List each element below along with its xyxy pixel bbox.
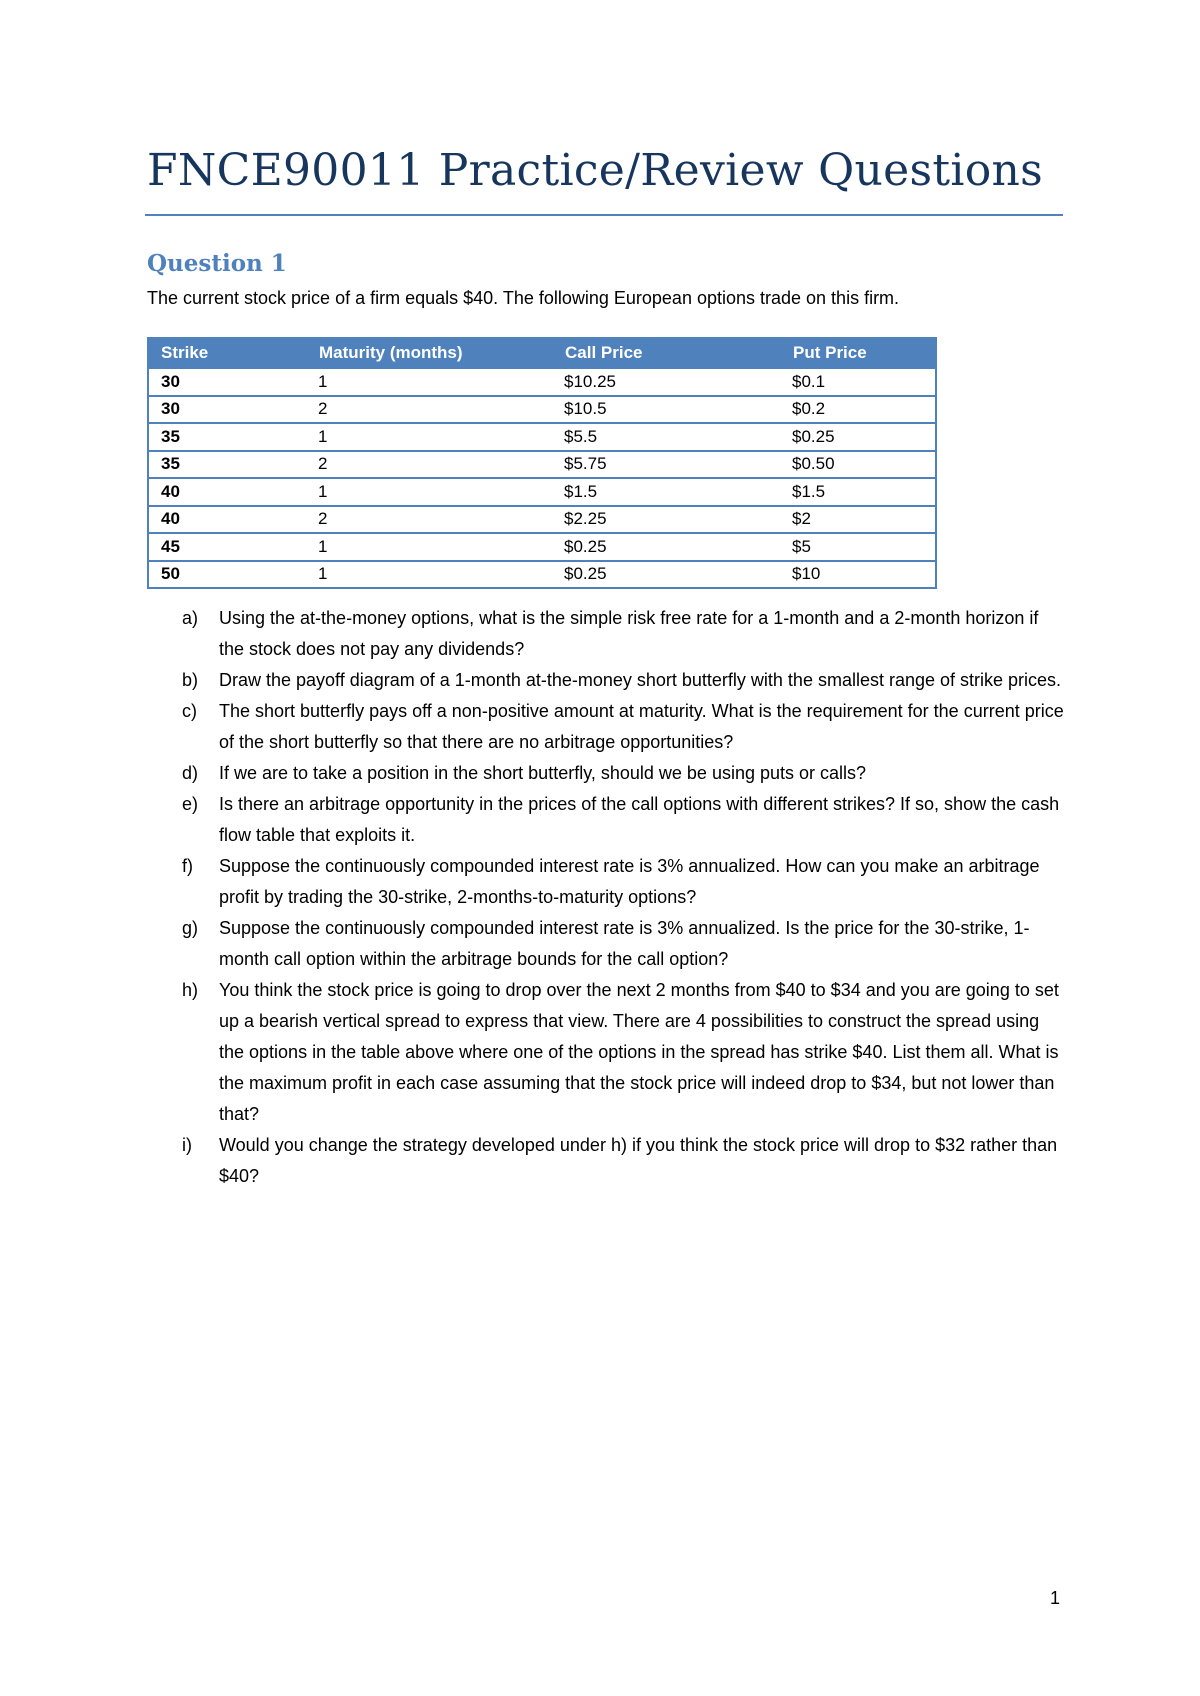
cell-put-price: $0.1 xyxy=(780,368,936,396)
cell-maturity: 1 xyxy=(306,478,552,506)
list-item xyxy=(147,1130,1067,1192)
page-number: 1 xyxy=(1050,1588,1061,1608)
list-item xyxy=(147,913,1067,975)
document-title: FNCE90011 Practice/Review Questions xyxy=(147,145,1044,196)
item-letter: b) xyxy=(182,670,199,690)
cell-maturity: 2 xyxy=(306,451,552,479)
table-row xyxy=(148,478,936,506)
cell-put-price: $10 xyxy=(780,561,936,589)
question-heading: Question 1 xyxy=(147,250,287,277)
cell-call-price: $0.25 xyxy=(552,561,780,589)
column-header-strike: Strike xyxy=(148,338,306,368)
item-letter: f) xyxy=(182,856,193,876)
cell-strike: 50 xyxy=(148,561,306,589)
list-item xyxy=(147,758,1067,789)
table-row xyxy=(148,423,936,451)
cell-strike: 35 xyxy=(148,423,306,451)
cell-strike: 30 xyxy=(148,396,306,424)
cell-maturity: 2 xyxy=(306,396,552,424)
cell-put-price: $5 xyxy=(780,533,936,561)
item-letter: d) xyxy=(182,763,199,783)
list-item xyxy=(147,851,1067,913)
table-row xyxy=(148,533,936,561)
item-text: Suppose the continuously compounded interest rate is 3% annualized. How can you make an arbitrage profit by trading the 30-strike, 2-months-to-maturity options? xyxy=(219,856,1040,907)
list-item xyxy=(147,975,1067,1130)
options-table-header-row xyxy=(148,338,936,368)
item-text: If we are to take a position in the short butterfly, should we be using puts or calls? xyxy=(219,763,867,783)
cell-strike: 40 xyxy=(148,478,306,506)
question-intro: The current stock price of a firm equals $40. The following European options trade on this firm. xyxy=(147,288,900,308)
item-letter: e) xyxy=(182,794,199,814)
table-row xyxy=(148,451,936,479)
table-row xyxy=(148,396,936,424)
title-underline xyxy=(145,214,1063,216)
item-letter: h) xyxy=(182,980,199,1000)
list-item xyxy=(147,696,1067,758)
cell-call-price: $10.25 xyxy=(552,368,780,396)
cell-call-price: $10.5 xyxy=(552,396,780,424)
cell-strike: 40 xyxy=(148,506,306,534)
cell-put-price: $0.50 xyxy=(780,451,936,479)
cell-call-price: $1.5 xyxy=(552,478,780,506)
cell-maturity: 1 xyxy=(306,423,552,451)
list-item xyxy=(147,789,1067,851)
item-text: You think the stock price is going to drop over the next 2 months from $40 to $34 and you are going to set up a bearish vertical spread to express that view. There are 4 possibilities to construct the spread using the options in the table above where one of the options in the spread has strike $40. List them all. What is the maximum profit in each case assuming that the stock price will indeed drop to $34, but not lower than that? xyxy=(219,980,1059,1124)
item-letter: i) xyxy=(182,1135,192,1155)
cell-put-price: $0.25 xyxy=(780,423,936,451)
item-text: Is there an arbitrage opportunity in the prices of the call options with different strikes? If so, show the cash flow table that exploits it. xyxy=(219,794,1060,845)
item-text: Suppose the continuously compounded interest rate is 3% annualized. Is the price for the 30-strike, 1-month call option within the arbitrage bounds for the call option? xyxy=(219,918,1030,969)
cell-call-price: $2.25 xyxy=(552,506,780,534)
item-text: Would you change the strategy developed under h) if you think the stock price will drop to $32 rather than $40? xyxy=(219,1135,1058,1186)
cell-put-price: $2 xyxy=(780,506,936,534)
cell-put-price: $1.5 xyxy=(780,478,936,506)
cell-put-price: $0.2 xyxy=(780,396,936,424)
item-letter: c) xyxy=(182,701,197,721)
column-header-maturity: Maturity (months) xyxy=(306,338,552,368)
options-table xyxy=(147,337,937,589)
table-row xyxy=(148,561,936,589)
question-list xyxy=(147,603,1067,1192)
item-text: Draw the payoff diagram of a 1-month at-the-money short butterfly with the smallest range of strike prices. xyxy=(219,670,1062,690)
list-item xyxy=(147,603,1067,665)
item-text: The short butterfly pays off a non-positive amount at maturity. What is the requirement for the current price of the short butterfly so that there are no arbitrage opportunities? xyxy=(219,701,1064,752)
cell-maturity: 1 xyxy=(306,561,552,589)
list-item xyxy=(147,665,1067,696)
column-header-call-price: Call Price xyxy=(552,338,780,368)
cell-maturity: 1 xyxy=(306,368,552,396)
table-row xyxy=(148,368,936,396)
item-letter: g) xyxy=(182,918,199,938)
cell-strike: 35 xyxy=(148,451,306,479)
table-row xyxy=(148,506,936,534)
cell-call-price: $0.25 xyxy=(552,533,780,561)
cell-call-price: $5.75 xyxy=(552,451,780,479)
cell-strike: 45 xyxy=(148,533,306,561)
cell-call-price: $5.5 xyxy=(552,423,780,451)
cell-maturity: 2 xyxy=(306,506,552,534)
item-text: Using the at-the-money options, what is the simple risk free rate for a 1-month and a 2-month horizon if the stock does not pay any dividends? xyxy=(219,608,1039,659)
cell-strike: 30 xyxy=(148,368,306,396)
column-header-put-price: Put Price xyxy=(780,338,936,368)
item-letter: a) xyxy=(182,608,199,628)
cell-maturity: 1 xyxy=(306,533,552,561)
